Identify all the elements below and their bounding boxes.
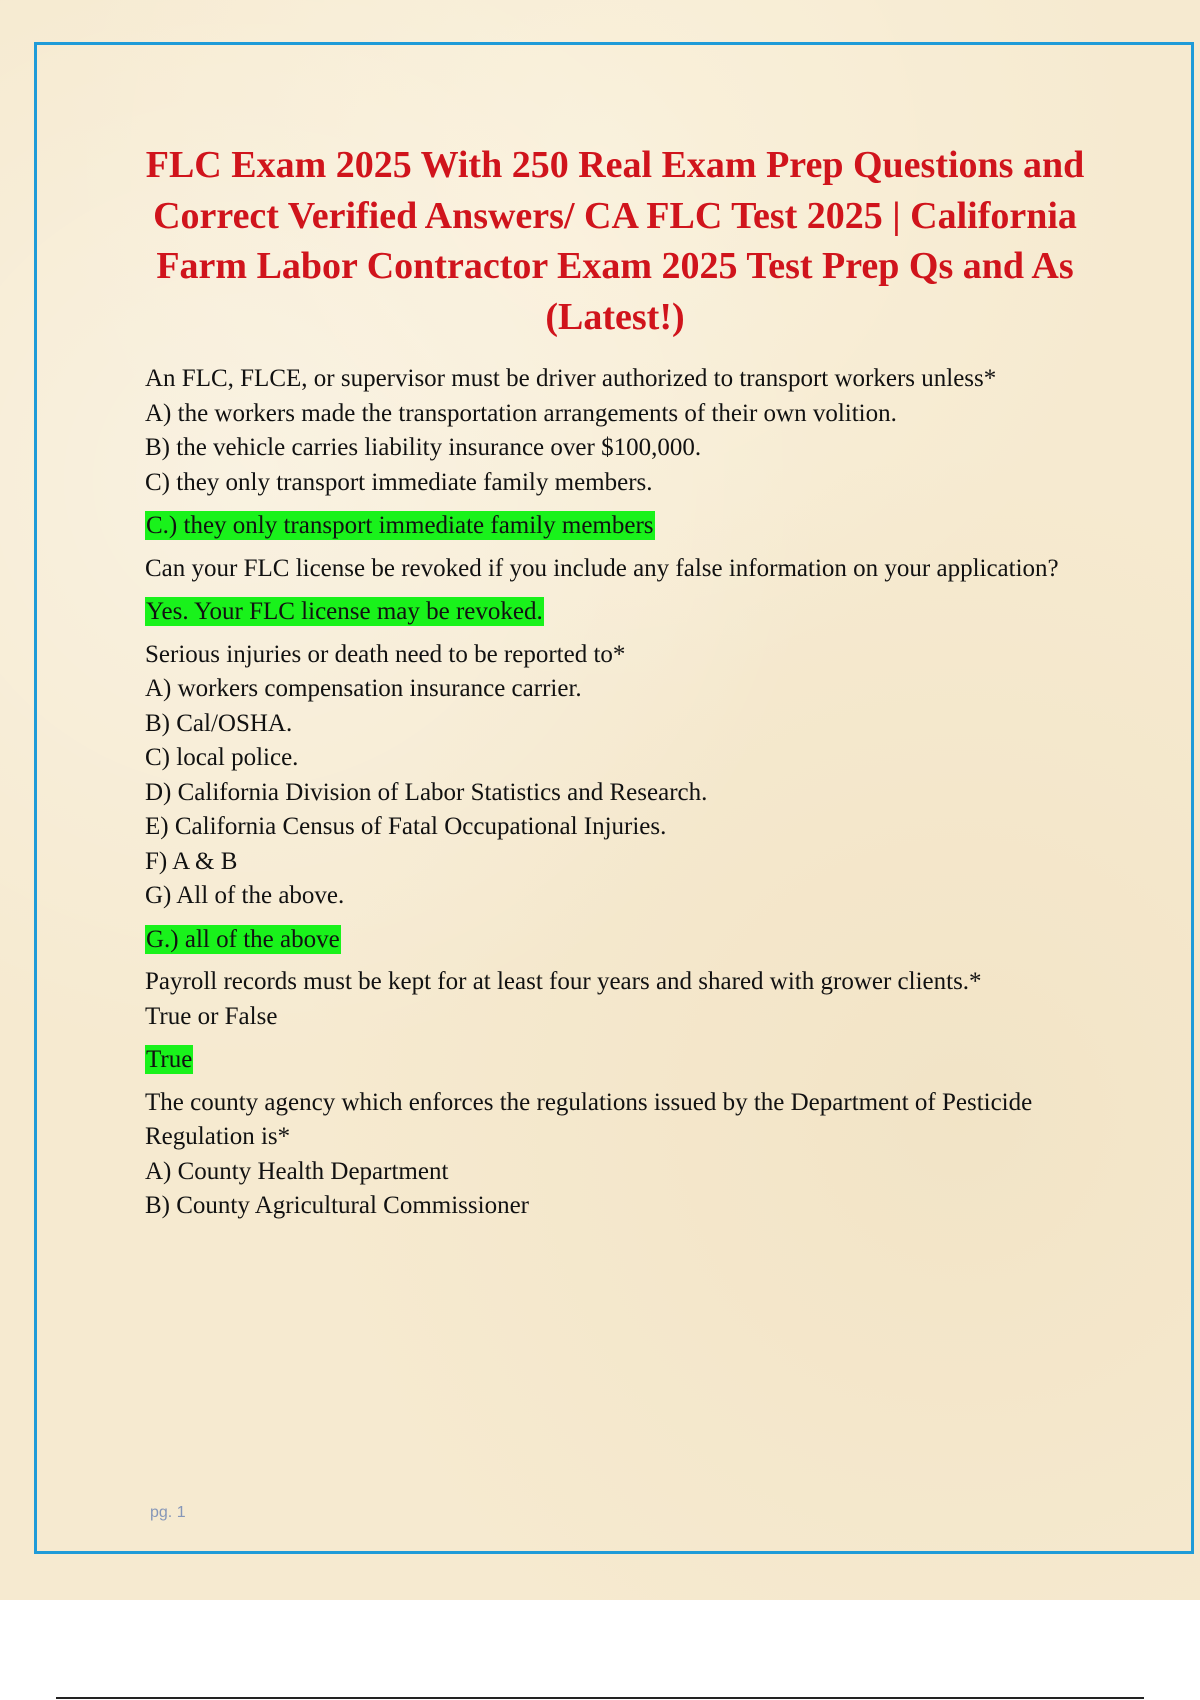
- answer-row: [145, 595, 1065, 630]
- option-line: B) Cal/OSHA.: [145, 709, 293, 737]
- option-line: C) local police.: [145, 744, 299, 771]
- question-text: Serious injuries or death need to be reported to*: [145, 640, 626, 668]
- question-list: [145, 362, 1065, 1224]
- highlighted-answer: Yes. Your FLC license may be revoked.: [146, 598, 543, 625]
- option-line: A) the workers made the transportation arrangements of their own volition.: [145, 399, 897, 427]
- option-line: E) California Census of Fatal Occupational Injuries.: [145, 813, 667, 840]
- question-text: An FLC, FLCE, or supervisor must be driver authorized to transport workers unless*: [145, 365, 997, 392]
- option-line: C) they only transport immediate family members.: [145, 468, 653, 496]
- answer-row: [145, 1043, 1065, 1078]
- highlighted-answer: C.) they only transport immediate family members: [146, 512, 654, 539]
- question-text: Can your FLC license be revoked if you include any false information on your application?: [145, 554, 1059, 582]
- option-line: A) County Health Department: [145, 1157, 449, 1185]
- question-text: Payroll records must be kept for at least four years and shared with grower clients.*: [145, 968, 982, 995]
- answer-row: [145, 509, 1065, 544]
- page-number: pg. 1: [150, 1504, 186, 1521]
- question-block: [145, 552, 1065, 630]
- option-line: A) workers compensation insurance carrier.: [145, 675, 582, 702]
- option-line: D) California Division of Labor Statistics and Research.: [145, 778, 708, 806]
- option-line: G) All of the above.: [145, 882, 345, 909]
- question-block: [145, 965, 1065, 1078]
- question-block: [145, 1086, 1065, 1224]
- answer-row: [145, 923, 1065, 958]
- option-line: True or False: [145, 1002, 278, 1030]
- bottom-divider: [56, 1697, 1144, 1699]
- option-line: B) the vehicle carries liability insurance over $100,000.: [145, 434, 702, 461]
- option-line: F) A & B: [145, 847, 238, 875]
- highlighted-answer: True: [146, 1046, 193, 1073]
- question-text: The county agency which enforces the regulations issued by the Department of Pesticide Regulation is*: [145, 1088, 1033, 1150]
- option-line: B) County Agricultural Commissioner: [145, 1192, 530, 1219]
- document-title: FLC Exam 2025 With 250 Real Exam Prep Questions and Correct Verified Answers/ CA FLC Test 2025 | California Farm Labor Contractor Exam 2025 Test Prep Qs and As (Latest!): [145, 144, 1085, 338]
- question-block: [145, 638, 1065, 958]
- question-block: [145, 362, 1065, 544]
- highlighted-answer: G.) all of the above: [146, 925, 340, 953]
